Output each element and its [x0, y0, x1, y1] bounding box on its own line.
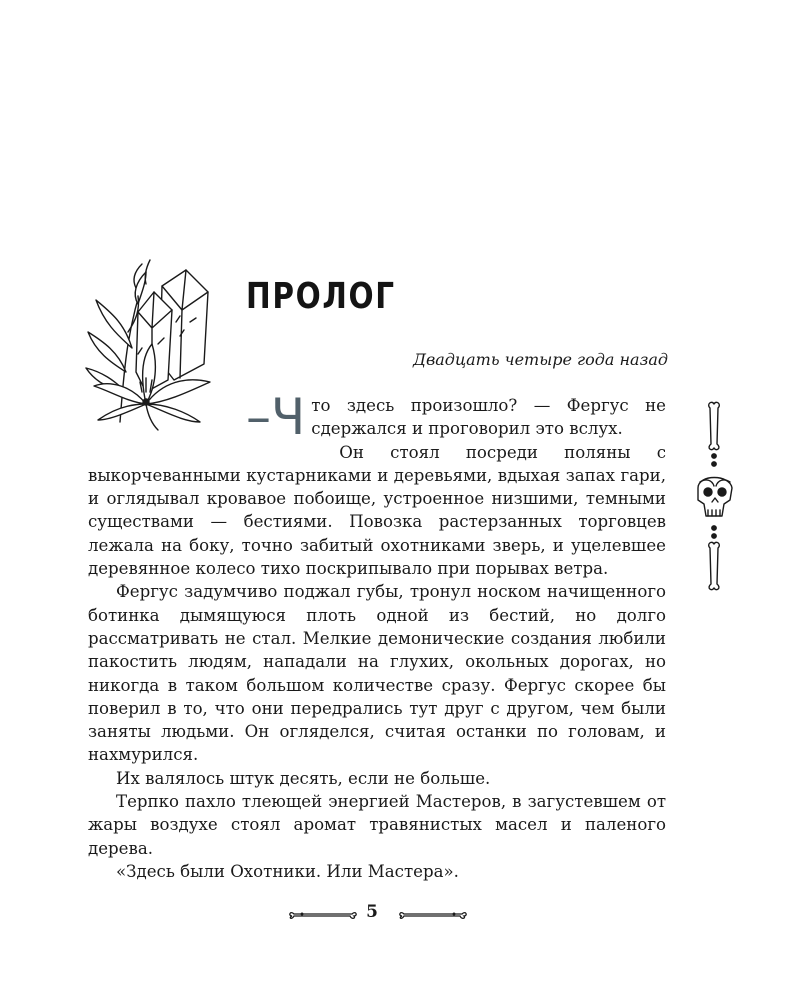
body-text	[88, 388, 666, 883]
bone-icon	[398, 908, 468, 920]
first-paragraph-text: то здесь произошло? — Фергус не сдержался и проговорил это вслух.	[311, 396, 666, 439]
drop-cap-dash: –	[246, 388, 271, 446]
epigraph: Двадцать четыре года назад	[412, 350, 668, 369]
bones-and-skull-icon	[692, 400, 740, 596]
paragraph: Их валялось штук десять, если не больше.	[116, 768, 491, 788]
paragraph-first	[88, 388, 666, 446]
drop-cap-letter: Ч	[271, 388, 306, 446]
paragraph: «Здесь были Охотники. Или Мастера».	[116, 861, 459, 881]
chapter-title: ПРОЛОГ	[246, 276, 396, 317]
page-footer	[0, 902, 800, 926]
paragraph: Он стоял посреди поляны с выкорчеванными кустарниками и деревьями, вдыхая запах гари, и оглядывал кровавое побоище, устроенное низшими, темными существами — бестиями. Повозка растерзанных торговцев лежала на боку, точно забитый охотниками зверь, и уцелевшее деревянное колесо тихо поскрипывало при порывах ветра.	[88, 442, 666, 579]
drop-cap	[246, 388, 306, 446]
paragraph: Фергус задумчиво поджал губы, тронул носком начищенного ботинка дымящуюся плоть одной из бестий, но долго рассматривать не стал. Мелкие демонические создания любили пакостить людям, нападали на глухих, окольных дорогах, но никогда в таком большом количестве сразу. Фергус скорее бы поверил в то, что они передрались тут друг с другом, чем были заняты людьми. Он огляделся, считая останки по головам, и нахмурился.	[88, 582, 666, 765]
page-number: 5	[366, 902, 378, 922]
paragraph: Терпко пахло тлеющей энергией Мастеров, в загустевшем от жары воздухе стоял аромат травянистых масел и паленого дерева.	[88, 792, 666, 858]
